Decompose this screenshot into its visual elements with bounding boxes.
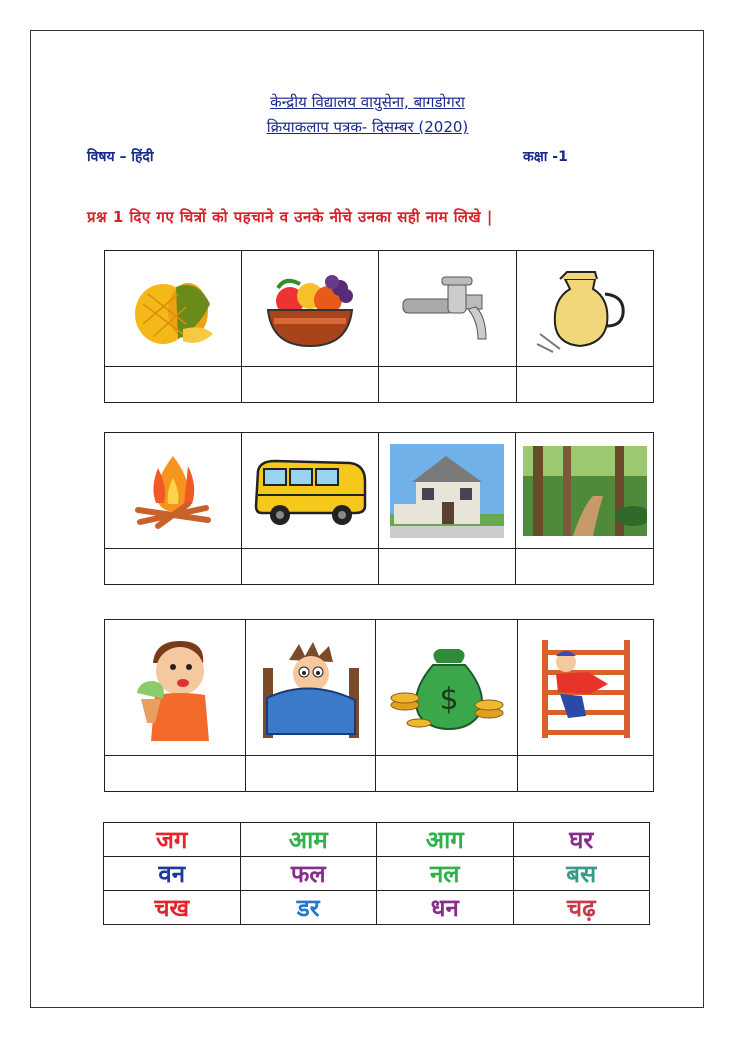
boy-climbing-icon (538, 636, 634, 740)
picture-cell (516, 433, 654, 549)
fruit-basket-icon (260, 266, 360, 351)
picture-cell (241, 433, 378, 549)
campfire-icon (128, 448, 218, 533)
answer-cell[interactable] (518, 756, 654, 792)
answer-cell[interactable] (241, 549, 378, 585)
answer-cell[interactable] (105, 367, 242, 403)
picture-cell (516, 251, 653, 367)
answer-cell[interactable] (246, 756, 376, 792)
word-bank-table (103, 822, 650, 925)
question-text: प्रश्न 1 दिए गए चित्रों को पहचाने व उनके नीचे उनका सही नाम लिखे | (87, 208, 493, 226)
word-cell: फल (240, 857, 377, 891)
boy-eating-icon (125, 633, 225, 743)
picture-cell (518, 620, 654, 756)
water-tap-icon (398, 269, 498, 349)
picture-cell (105, 433, 242, 549)
picture-cell (379, 251, 516, 367)
picture-cell (105, 251, 242, 367)
answer-cell[interactable] (379, 367, 516, 403)
picture-cell (379, 433, 516, 549)
word-cell: वन (104, 857, 241, 891)
picture-cell (242, 251, 379, 367)
word-cell: धन (377, 891, 514, 925)
svg-text:$: $ (439, 681, 459, 717)
picture-table-2 (104, 432, 654, 585)
house-icon (390, 444, 504, 538)
answer-cell[interactable] (516, 549, 654, 585)
word-cell: बस (513, 857, 650, 891)
word-cell: आग (377, 823, 514, 857)
word-cell: आम (240, 823, 377, 857)
activity-title: क्रियाकलाप पत्रक- दिसम्बर (2020) (266, 118, 469, 136)
picture-cell (105, 620, 246, 756)
picture-table-1 (104, 250, 654, 403)
subject-label: विषय – हिंदी (87, 149, 154, 165)
word-cell: डर (240, 891, 377, 925)
forest-icon (523, 446, 647, 536)
answer-cell[interactable] (376, 756, 518, 792)
word-cell: नल (377, 857, 514, 891)
picture-table-3 (104, 619, 654, 792)
word-cell: जग (104, 823, 241, 857)
answer-cell[interactable] (379, 549, 516, 585)
answer-cell[interactable] (516, 367, 653, 403)
school-name: केन्द्रीय विद्यालय वायुसेना, बागडोगरा (270, 93, 465, 111)
answer-cell[interactable] (105, 549, 242, 585)
picture-cell (246, 620, 376, 756)
jug-icon (535, 264, 635, 354)
mango-icon (128, 269, 218, 349)
money-bag-icon (389, 643, 505, 733)
answer-cell[interactable] (105, 756, 246, 792)
word-cell: चढ़ (513, 891, 650, 925)
scared-boy-icon (259, 638, 363, 738)
class-label: कक्षा -1 (523, 149, 568, 165)
word-cell: चख (104, 891, 241, 925)
answer-cell[interactable] (242, 367, 379, 403)
school-bus-icon (250, 451, 370, 531)
picture-cell (376, 620, 518, 756)
word-cell: घर (513, 823, 650, 857)
